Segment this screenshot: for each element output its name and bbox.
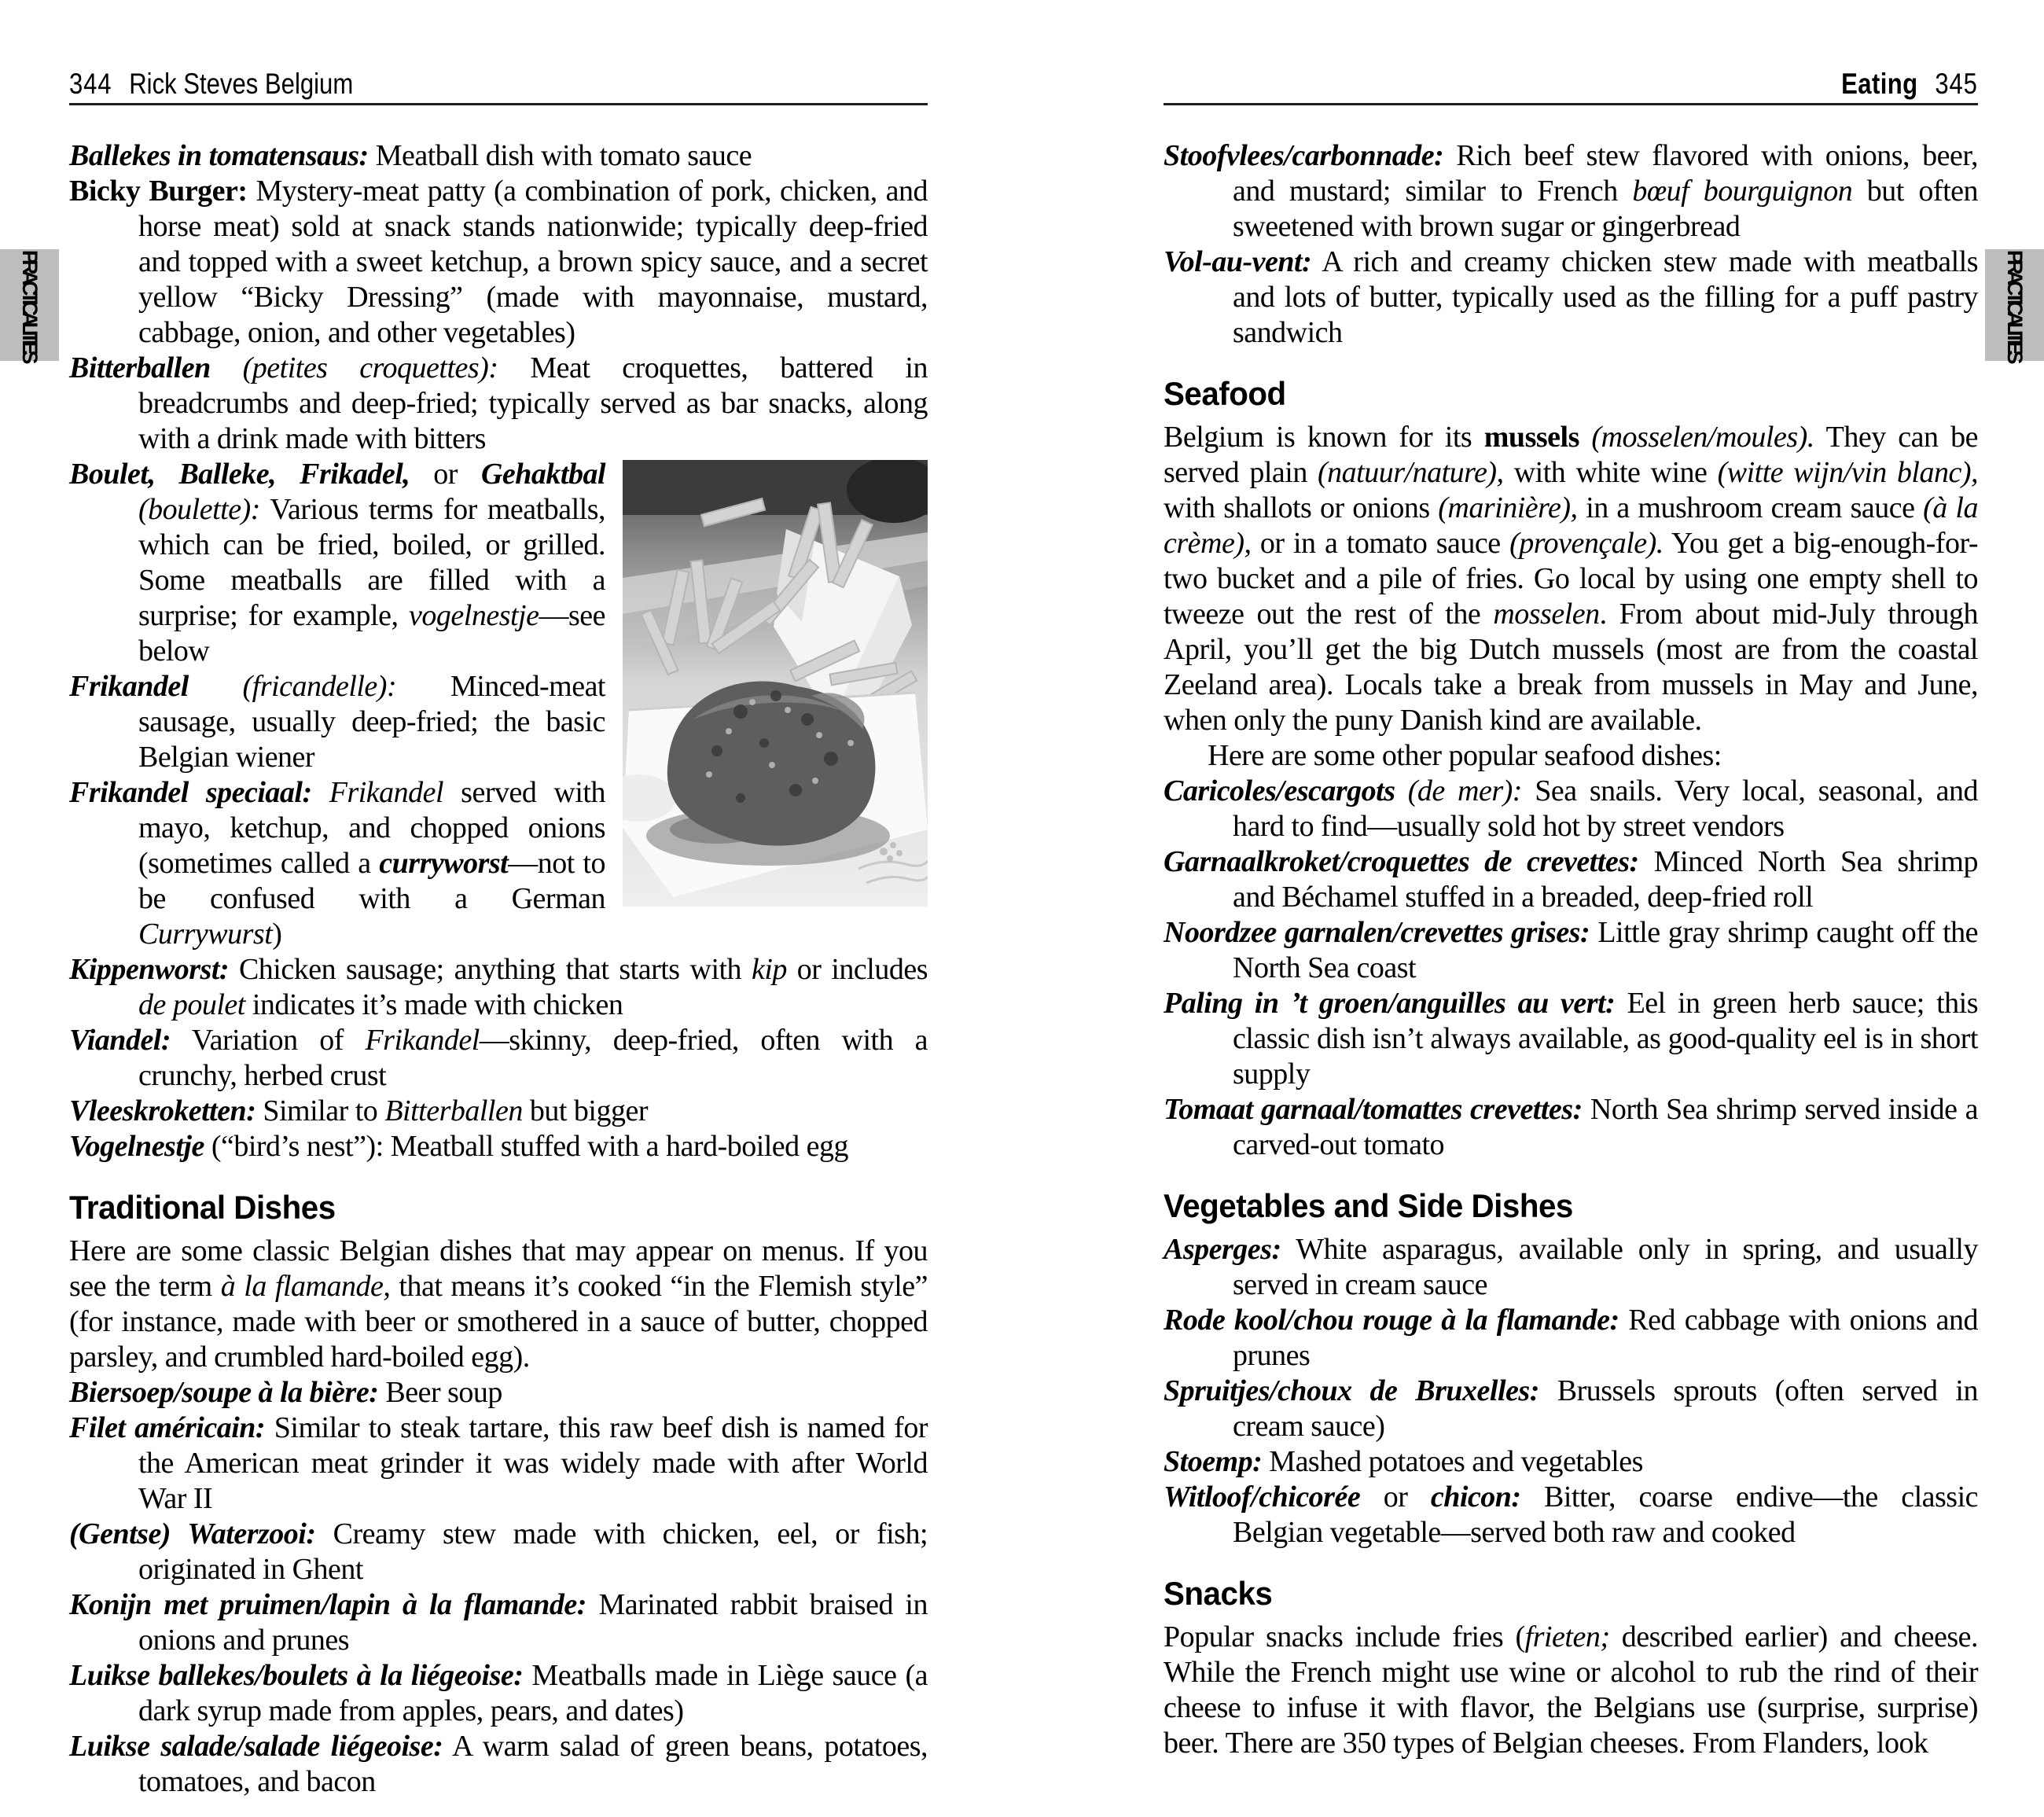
menu-entry — [1164, 1374, 1978, 1444]
text-segment: Viandel: — [69, 1024, 171, 1057]
text-segment: Vogelnestje — [69, 1130, 204, 1163]
text-segment: Rich beef stew flavored with onions, beer, and mustard; similar to French — [1233, 139, 1978, 208]
text-segment: (boulette): — [138, 493, 260, 526]
text-segment: Here are some other popular seafood dishes: — [1208, 739, 1722, 772]
text-segment: (petites croquettes): — [210, 351, 498, 384]
section-heading: Snacks — [1164, 1575, 1273, 1612]
text-segment: (fricandelle): — [188, 670, 397, 703]
menu-entry — [69, 1729, 928, 1800]
right-page-title: Eating — [1841, 68, 1918, 100]
menu-entry — [1164, 1303, 1978, 1374]
text-segment: (de mer): — [1395, 774, 1522, 807]
menu-entry — [69, 351, 928, 457]
text-segment: Spruitjes/choux de Bruxelles: — [1164, 1374, 1539, 1407]
text-segment: indicates it’s made with chicken — [244, 988, 623, 1021]
menu-entry — [1164, 1444, 1978, 1480]
text-segment: Vleeskroketten: — [69, 1094, 256, 1127]
text-segment: Similar to — [256, 1094, 385, 1127]
left-header-rule — [69, 103, 928, 105]
menu-entry — [1164, 1232, 1978, 1303]
text-segment: Beer soup — [378, 1376, 502, 1409]
text-segment: frieten; — [1524, 1620, 1610, 1653]
text-segment: . From about mid-July through April, you’ll get the big Dutch mussels (most are from the coastal Zeeland area). Locals take a break from mussels in May and June, when only the puny Danish kind are available. — [1164, 598, 1978, 737]
text-segment: Various terms for meatballs, which can be fried, boiled, or grilled. Some meatballs are filled with a surprise; for example, — [138, 493, 605, 632]
text-segment: in a mushroom cream sauce — [1577, 491, 1924, 524]
menu-entry — [1164, 844, 1978, 915]
text-segment: Frikandel — [69, 670, 189, 703]
text-segment: Garnaalkroket/croquettes de crevettes: — [1164, 845, 1639, 878]
text-segment: Bitterballen — [69, 351, 211, 384]
text-segment: You get a big-enough-for-two bucket and a pile of fries. Go local by using one empty shell to tweeze out the rest of the — [1164, 527, 1978, 631]
left-page-number: 344 — [69, 68, 112, 100]
section-heading: Traditional Dishes — [69, 1189, 336, 1226]
text-segment: Stoofvlees/carbonnade: — [1164, 139, 1444, 172]
text-segment: described earlier) and cheese. While the French might use wine or alcohol to rub the rind of their cheese to infuse it with flavor, the Belgians use (surprise, surprise) beer. There are 350 types of Belgian cheeses. From Flanders, look — [1164, 1620, 1978, 1760]
menu-entry — [1164, 245, 1978, 351]
text-segment: —skinny, deep-fried, often with a crunchy, herbed crust — [138, 1024, 928, 1092]
text-segment: Filet américain: — [69, 1411, 266, 1444]
menu-entry — [1164, 138, 1978, 245]
text-segment: mussels — [1483, 421, 1579, 454]
text-segment: Creamy stew made with chicken, eel, or fish; originated in Ghent — [138, 1517, 928, 1586]
text-segment: Gehaktbal — [480, 458, 605, 491]
text-segment: Frikandel speciaal: — [69, 776, 312, 809]
right-tab-label: PRACTICALITIES — [2003, 250, 2027, 360]
text-segment: Bitterballen — [384, 1094, 523, 1127]
text-segment: They can be served plain — [1164, 421, 1978, 489]
text-segment: Noordzee garnalen/crevettes grises: — [1164, 916, 1590, 949]
text-segment: (“bird’s nest”): Meatball stuffed with a hard-boiled egg — [204, 1130, 849, 1163]
left-practicalities-tab — [0, 249, 59, 361]
menu-entry — [69, 1658, 928, 1729]
paragraph — [1164, 420, 1978, 738]
paragraph — [69, 1234, 928, 1375]
text-segment: —not to be confused with a German — [138, 847, 605, 915]
paragraph — [1164, 1620, 1978, 1761]
text-segment: Tomaat garnaal/tomattes crevettes: — [1164, 1093, 1583, 1126]
text-segment: mosselen — [1493, 598, 1600, 631]
text-segment: kip — [751, 953, 787, 986]
frikandel-fries-photo — [623, 460, 928, 907]
menu-entry — [69, 952, 928, 1023]
menu-entry — [69, 1023, 928, 1094]
text-segment: Red cabbage with onions and prunes — [1233, 1304, 1978, 1372]
text-segment: —see below — [138, 599, 605, 668]
left-tab-label: PRACTICALITIES — [18, 250, 42, 360]
menu-entry — [69, 1094, 928, 1129]
text-segment: Ballekes in tomatensaus: — [69, 139, 369, 172]
text-segment: Sea snails. Very local, seasonal, and hard to find—usually sold hot by street vendors — [1233, 774, 1978, 843]
text-segment: (marinière), — [1438, 491, 1578, 524]
left-page-title: Rick Steves Belgium — [129, 68, 354, 100]
text-segment: North Sea shrimp served inside a carved-out tomato — [1233, 1093, 1979, 1161]
text-segment: (provençale). — [1509, 527, 1664, 560]
text-segment: (à la crème), — [1164, 491, 1978, 560]
text-segment: White asparagus, available only in spring, and usually served in cream sauce — [1233, 1233, 1978, 1301]
menu-entry — [69, 1375, 928, 1411]
paragraph — [1164, 738, 1978, 774]
section-heading: Seafood — [1164, 375, 1286, 412]
text-segment: Kippenworst: — [69, 953, 230, 986]
menu-entry — [69, 138, 928, 174]
text-segment: Asperges: — [1164, 1233, 1281, 1266]
text-segment: (mosselen/moules). — [1579, 421, 1814, 454]
text-segment: Mashed potatoes and vegetables — [1262, 1445, 1643, 1478]
text-segment: Meatball dish with tomato sauce — [368, 139, 752, 172]
text-segment: that means it’s cooked “in the Flemish style” (for instance, made with beer or smothered in a sauce of butter, chopped parsley, and crumbled hard-boiled egg). — [69, 1270, 928, 1374]
text-segment: or includes — [786, 953, 928, 986]
text-segment: Stoemp: — [1164, 1445, 1263, 1478]
text-segment: Bicky Burger: — [69, 175, 248, 208]
text-segment: Luikse ballekes/boulets à la liégeoise: — [69, 1659, 524, 1692]
dish-photo-graphic — [623, 460, 928, 907]
text-segment: Boulet, Balleke, Frikadel, — [69, 458, 410, 491]
menu-entry — [1164, 986, 1978, 1092]
text-segment: (witte wijn/vin blanc), — [1717, 456, 1979, 489]
right-practicalities-tab — [1985, 249, 2044, 361]
text-segment: à la flamande, — [220, 1270, 391, 1303]
right-page-number: 345 — [1935, 68, 1978, 100]
menu-entry — [69, 174, 928, 351]
text-segment: Luikse salade/salade liégeoise: — [69, 1730, 443, 1763]
section-heading: Vegetables and Side Dishes — [1164, 1187, 1573, 1224]
text-segment: ) — [272, 918, 282, 951]
text-segment: but often sweetened with brown sugar or gingerbread — [1233, 175, 1979, 243]
text-segment: A warm salad of green beans, potatoes, tomatoes, and bacon — [138, 1730, 928, 1798]
text-segment: Bitter, coarse endive—the classic Belgian vegetable—served both raw and cooked — [1233, 1480, 1979, 1549]
text-segment: Witloof/chicorée — [1164, 1480, 1361, 1514]
text-segment: Here are some classic Belgian dishes that may appear on menus. If you see the term — [69, 1234, 928, 1303]
text-segment: or in a tomato sauce — [1251, 527, 1510, 560]
text-segment: Frikandel — [311, 776, 444, 809]
text-segment: Minced-meat sausage, usually deep-fried; the basic Belgian wiener — [138, 670, 605, 774]
text-segment: Meatballs made in Liège sauce (a dark syrup made from apples, pears, and dates) — [138, 1659, 928, 1727]
right-page-header — [1841, 68, 1978, 101]
text-segment: Caricoles/escargots — [1164, 774, 1395, 807]
text-segment: Mystery-meat patty (a combination of pork, chicken, and horse meat) sold at snack stands nationwide; typically deep-fried and topped with a sweet ketchup, a brown spicy sauce, and a secret yellow “Bicky Dressing” (made with mayonnaise, mustard, cabbage, onion, and other vegetables) — [138, 175, 928, 349]
left-page-header — [69, 68, 353, 101]
text-segment: with white wine — [1503, 456, 1718, 489]
text-segment: Little gray shrimp caught off the North Sea coast — [1233, 916, 1978, 984]
text-segment: vogelnestje — [409, 599, 539, 632]
text-segment: Vol-au-vent: — [1164, 245, 1312, 278]
text-segment: with shallots or onions — [1164, 491, 1439, 524]
text-segment: Currywurst — [138, 918, 273, 951]
text-segment: Eel in green herb sauce; this classic dish isn’t always available, as good-quality eel is in short supply — [1233, 987, 1979, 1091]
text-segment: (natuur/nature), — [1318, 456, 1504, 489]
menu-entry — [1164, 1092, 1978, 1163]
text-segment: Brussels sprouts (often served in cream sauce) — [1233, 1374, 1978, 1443]
text-segment: but bigger — [522, 1094, 648, 1127]
right-header-rule — [1164, 103, 1978, 105]
right-page-column — [1164, 138, 1978, 1761]
menu-entry — [69, 1129, 928, 1164]
text-segment: chicon: — [1430, 1480, 1521, 1514]
text-segment: curryworst — [379, 847, 509, 880]
text-segment: Rode kool/chou rouge à la flamande: — [1164, 1304, 1619, 1337]
text-segment: Belgium is known for its — [1164, 421, 1484, 454]
text-segment: (Gentse) Waterzooi: — [69, 1517, 316, 1550]
text-segment: Biersoep/soupe à la bière: — [69, 1376, 379, 1409]
text-segment: Chicken sausage; anything that starts with — [229, 953, 752, 986]
menu-entry — [69, 1517, 928, 1587]
text-segment: A rich and creamy chicken stew made with meatballs and lots of butter, typically used as the filling for a puff pastry sandwich — [1233, 245, 1978, 349]
menu-entry — [1164, 915, 1978, 986]
text-segment: or — [1360, 1480, 1431, 1514]
text-segment: or — [410, 458, 481, 491]
menu-entry — [1164, 774, 1978, 844]
text-segment: Marinated rabbit braised in onions and prunes — [138, 1588, 928, 1657]
text-segment: Variation of — [171, 1024, 366, 1057]
text-segment: Meat croquettes, battered in breadcrumbs and deep-fried; typically served as bar snacks, along with a drink made with bitters — [138, 351, 928, 455]
text-segment: Frikandel — [365, 1024, 480, 1057]
text-segment: Minced North Sea shrimp and Béchamel stuffed in a breaded, deep-fried roll — [1233, 845, 1978, 914]
text-segment: Konijn met pruimen/lapin à la flamande: — [69, 1588, 586, 1621]
menu-entry — [69, 1587, 928, 1658]
text-segment: Paling in ’t groen/anguilles au vert: — [1164, 987, 1616, 1020]
text-segment: served with mayo, ketchup, and chopped onions (sometimes called a — [138, 776, 605, 880]
text-segment: Similar to steak tartare, this raw beef dish is named for the American meat grinder it was widely made with after World War II — [138, 1411, 928, 1515]
text-segment: de poulet — [138, 988, 245, 1021]
text-segment: bœuf bourguignon — [1632, 175, 1853, 208]
text-segment: Popular snacks include fries ( — [1164, 1620, 1525, 1653]
left-page-column — [69, 138, 928, 1800]
menu-entry — [69, 1411, 928, 1517]
menu-entry — [1164, 1480, 1978, 1550]
